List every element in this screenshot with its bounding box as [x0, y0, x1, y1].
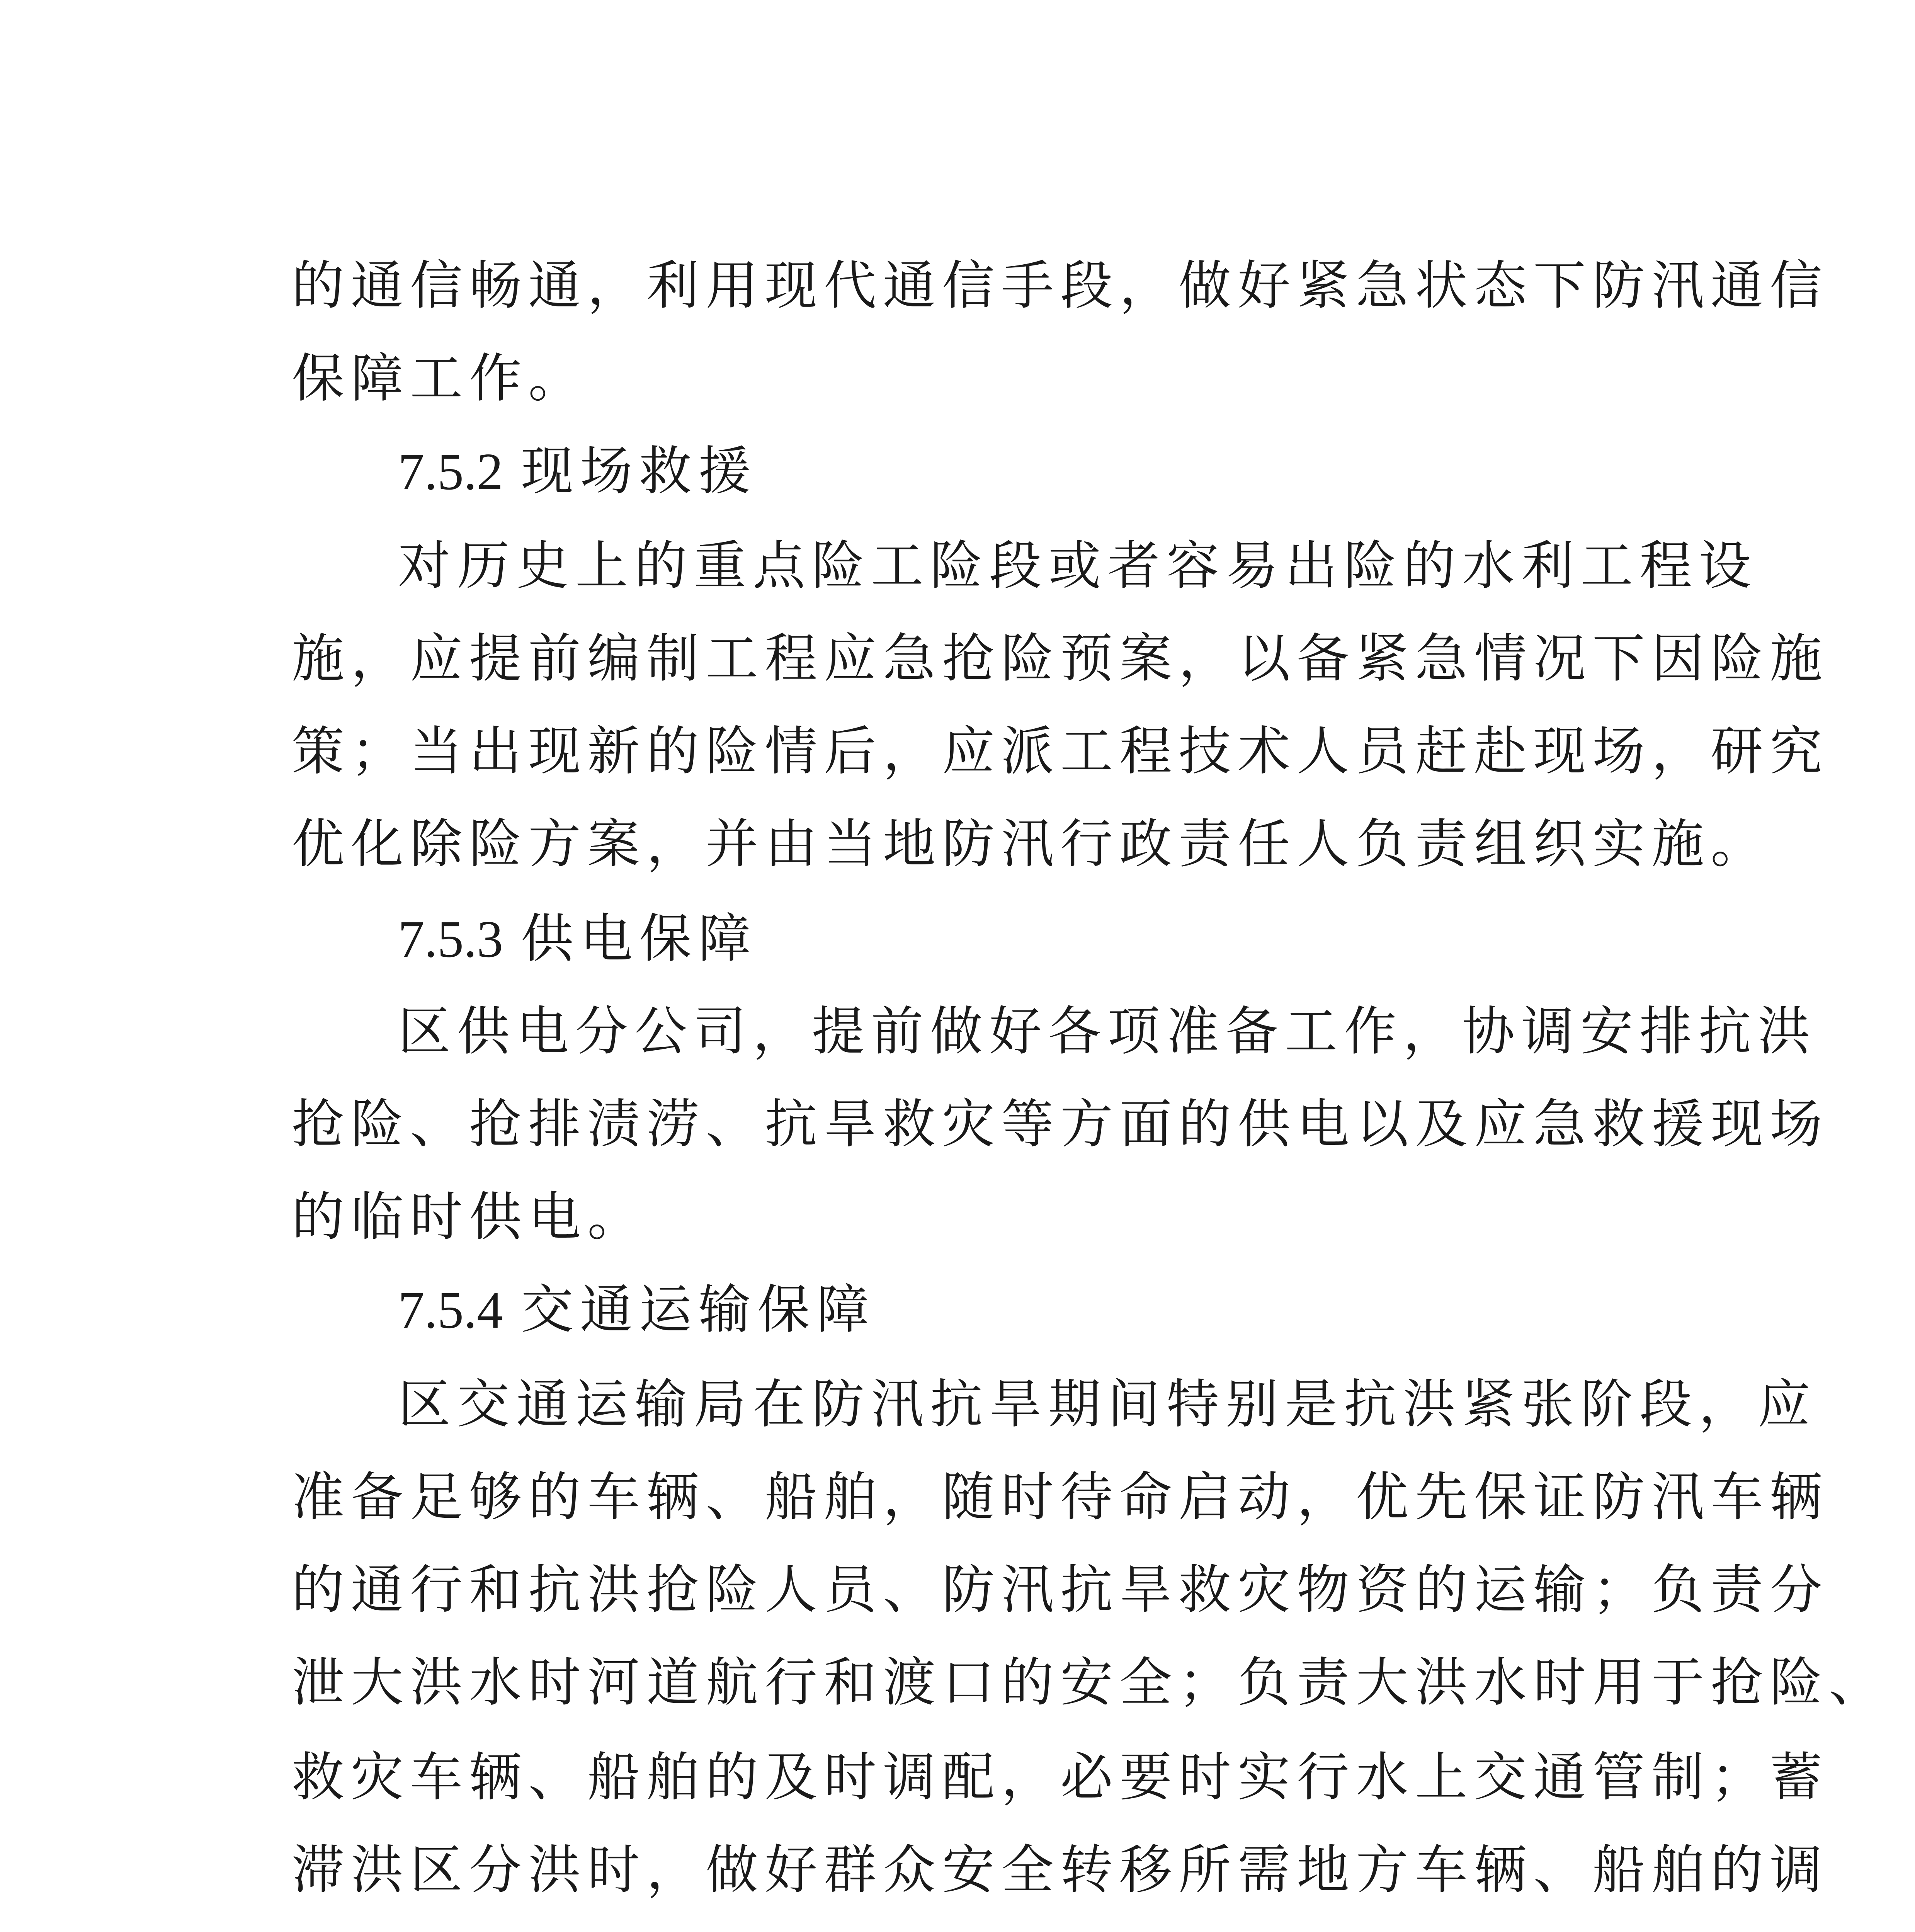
- section-number: 7.5.2: [398, 443, 503, 501]
- body-line: 抢险、抢排渍涝、抗旱救灾等方面的供电以及应急救援现场: [292, 1094, 1829, 1155]
- body-line: 区供电分公司，提前做好各项准备工作，协调安排抗洪: [398, 1001, 1817, 1062]
- body-line: 施，应提前编制工程应急抢险预案，以备紧急情况下因险施: [292, 628, 1829, 689]
- body-line: 对历史上的重点险工险段或者容易出险的水利工程设: [398, 536, 1758, 597]
- body-line: 的通行和抗洪抢险人员、防汛抗旱救灾物资的运输；负责分: [292, 1560, 1829, 1621]
- body-line: 的通信畅通，利用现代通信手段，做好紧急状态下防汛通信: [292, 255, 1829, 316]
- body-line: 保障工作。: [292, 348, 587, 409]
- body-line: 优化除险方案，并由当地防汛行政责任人负责组织实施。: [292, 814, 1770, 875]
- body-line: 泄大洪水时河道航行和渡口的安全；负责大洪水时用于抢险、: [292, 1652, 1888, 1713]
- body-line: 准备足够的车辆、船舶，随时待命启动，优先保证防汛车辆: [292, 1467, 1829, 1528]
- body-line: 的临时供电。: [292, 1187, 646, 1248]
- body-line: 救灾车辆、船舶的及时调配，必要时实行水上交通管制；蓄: [292, 1747, 1829, 1808]
- body-line: 区交通运输局在防汛抗旱期间特别是抗洪紧张阶段，应: [398, 1374, 1817, 1435]
- body-line: 策；当出现新的险情后，应派工程技术人员赶赴现场，研究: [292, 721, 1829, 782]
- section-heading-7-5-4: [398, 1279, 876, 1341]
- section-heading-7-5-2: [398, 440, 757, 502]
- section-heading-7-5-3: [398, 908, 757, 970]
- section-title: 供电保障: [521, 908, 757, 969]
- section-title: 现场救援: [521, 441, 757, 502]
- section-title: 交通运输保障: [521, 1279, 876, 1340]
- body-line: 滞洪区分洪时，做好群众安全转移所需地方车辆、船舶的调: [292, 1840, 1829, 1901]
- section-number: 7.5.3: [398, 910, 503, 968]
- section-number: 7.5.4: [398, 1281, 503, 1339]
